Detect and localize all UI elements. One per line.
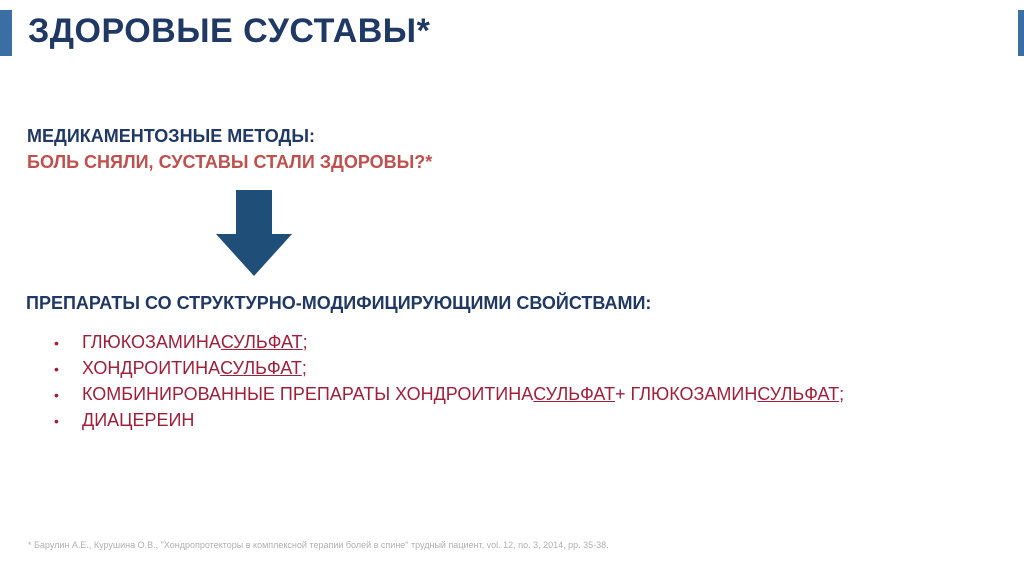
list-item-text: ДИАЦЕРЕИН bbox=[82, 410, 195, 430]
bullet-icon: • bbox=[54, 413, 59, 429]
title-accent-bar-left bbox=[0, 10, 12, 56]
subheading-line2: БОЛЬ СНЯЛИ, СУСТАВЫ СТАЛИ ЗДОРОВЫ?* bbox=[27, 152, 433, 172]
list-item-text: + ГЛЮКОЗАМИН bbox=[615, 384, 758, 404]
down-arrow-icon bbox=[216, 190, 292, 276]
subheading bbox=[27, 123, 432, 175]
subheading-line1: МЕДИКАМЕНТОЗНЫЕ МЕТОДЫ: bbox=[27, 126, 315, 146]
bullet-icon: • bbox=[54, 335, 59, 351]
list-item-underlined: СУЛЬФАТ bbox=[757, 384, 840, 404]
slide-title: ЗДОРОВЫЕ СУСТАВЫ* bbox=[28, 12, 431, 50]
list-item-text: ГЛЮКОЗАМИНА bbox=[82, 332, 221, 352]
list-item-text: ; bbox=[302, 332, 308, 352]
list-item-text: ; bbox=[839, 384, 845, 404]
footnote: * Барулин А.Е., Курушина О.В., "Хондропротекторы в комплексной терапии болей в спине" трудный пациент, vol. 12, no. 3, 2014, pp. 35-38. bbox=[28, 540, 609, 550]
list-item bbox=[54, 382, 844, 408]
list-item-text: КОМБИНИРОВАННЫЕ ПРЕПАРАТЫ ХОНДРОИТИНА bbox=[82, 384, 534, 404]
section-heading: ПРЕПАРАТЫ СО СТРУКТУРНО-МОДИФИЦИРУЮЩИМИ СВОЙСТВАМИ: bbox=[26, 293, 652, 313]
list-item bbox=[54, 356, 844, 382]
list-item-underlined: СУЛЬФАТ bbox=[533, 384, 615, 404]
list-item-text: ХОНДРОИТИНА bbox=[82, 358, 221, 378]
list-item-underlined: СУЛЬФАТ bbox=[220, 332, 303, 352]
list-item bbox=[54, 408, 844, 434]
title-accent-bar-right bbox=[1018, 10, 1024, 56]
bullet-icon: • bbox=[54, 387, 59, 403]
list-item bbox=[54, 330, 844, 356]
drug-list bbox=[54, 330, 844, 434]
list-item-text: ; bbox=[301, 358, 307, 378]
list-item-underlined: СУЛЬФАТ bbox=[220, 358, 302, 378]
bullet-icon: • bbox=[54, 361, 59, 377]
